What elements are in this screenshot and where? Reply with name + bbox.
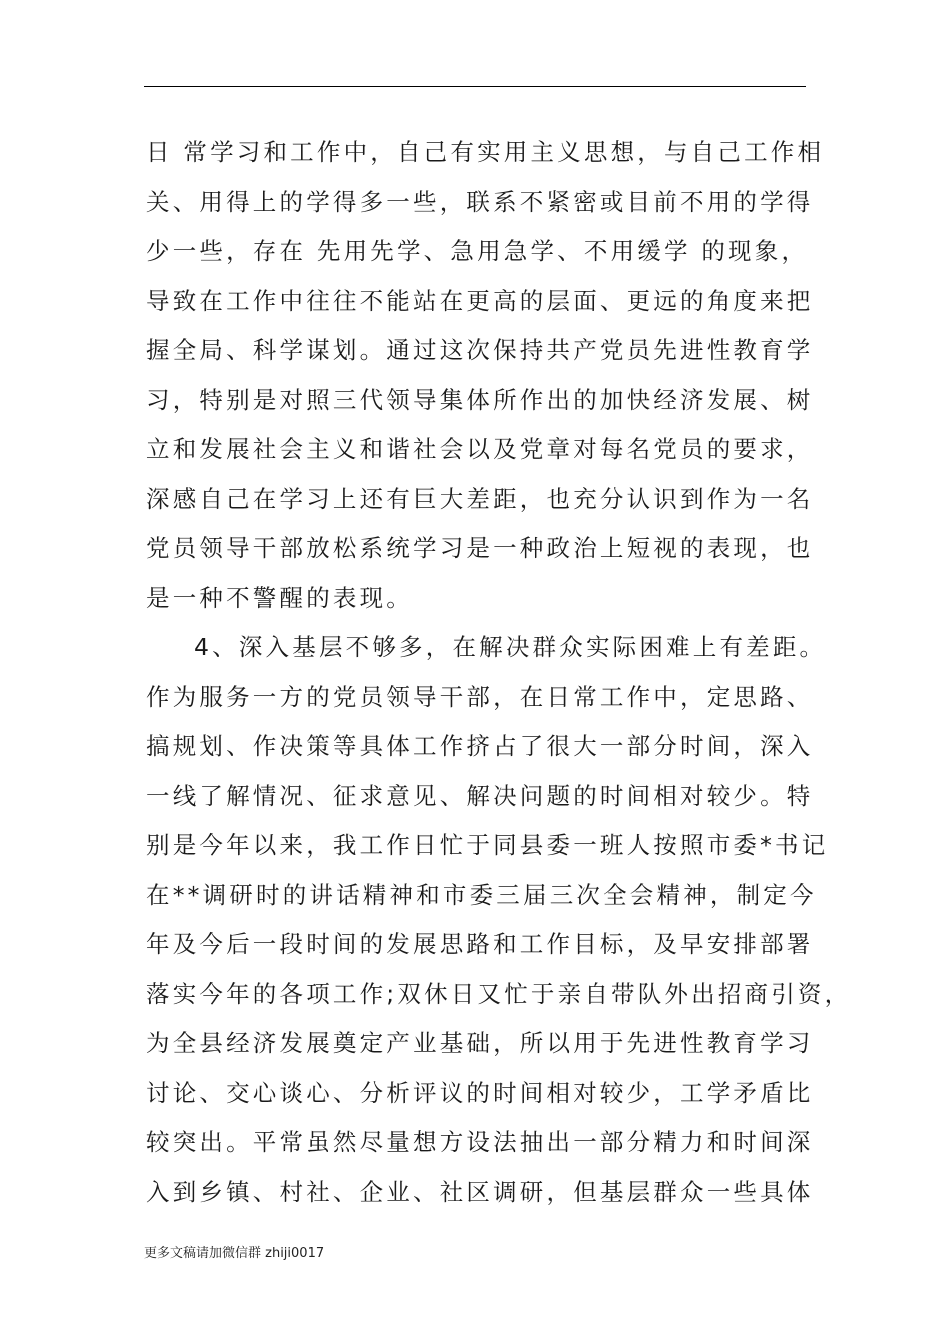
footer-note: 更多文稿请加微信群 zhiji0017 (144, 1246, 325, 1261)
text-line: 一线了解情况、征求意见、解决问题的时间相对较少。特 (146, 781, 814, 810)
text-line: 搞规划、作决策等具体工作挤占了很大一部分时间，深入 (146, 732, 814, 760)
text-line: 讨论、交心谈心、分析评议的时间相对较少，工学矛盾比 (146, 1078, 814, 1107)
body-text (146, 128, 852, 1217)
text-line: 落实今年的各项工作;双休日又忙于亲自带队外出招商引资， (146, 979, 852, 1008)
text-line: 立和发展社会主义和谐社会以及党章对每名党员的要求， (146, 435, 814, 463)
text-line: 在**调研时的讲话精神和市委三届三次全会精神，制定今 (146, 880, 817, 909)
text-line: 年及今后一段时间的发展思路和工作目标，及早安排部署 (146, 930, 814, 958)
text-line: 党员领导干部放松系统学习是一种政治上短视的表现，也 (146, 534, 814, 562)
text-line: 关、用得上的学得多一些，联系不紧密或目前不用的学得 (146, 187, 814, 216)
text-line: 入到乡镇、村社、企业、社区调研，但基层群众一些具体 (146, 1177, 814, 1206)
text-line: 较突出。平常虽然尽量想方设法抽出一部分精力和时间深 (146, 1128, 814, 1156)
text-line: 作为服务一方的党员领导干部，在日常工作中，定思路、 (146, 682, 814, 711)
text-line: 导致在工作中往往不能站在更高的层面、更远的角度来把 (146, 286, 814, 315)
text-line: 是一种不警醒的表现。 (146, 583, 413, 612)
text-line: 习，特别是对照三代领导集体所作出的加快经济发展、树 (146, 385, 814, 414)
text-line: 别是今年以来，我工作日忙于同县委一班人按照市委*书记 (146, 831, 829, 859)
text-line: 日 常学习和工作中，自己有实用主义思想，与自己工作相 (146, 138, 825, 166)
text-line: 为全县经济发展奠定产业基础，所以用于先进性教育学习 (146, 1029, 814, 1057)
section-heading: 4、深入基层不够多，在解决群众实际困难上有差距。 (194, 633, 827, 661)
text-line: 深感自己在学习上还有巨大差距，也充分认识到作为一名 (146, 484, 814, 513)
header-rule (144, 86, 806, 87)
text-line: 少一些，存在 先用先学、急用急学、不用缓学 的现象， (146, 237, 809, 265)
text-line: 握全局、科学谋划。通过这次保持共产党员先进性教育学 (146, 336, 814, 364)
